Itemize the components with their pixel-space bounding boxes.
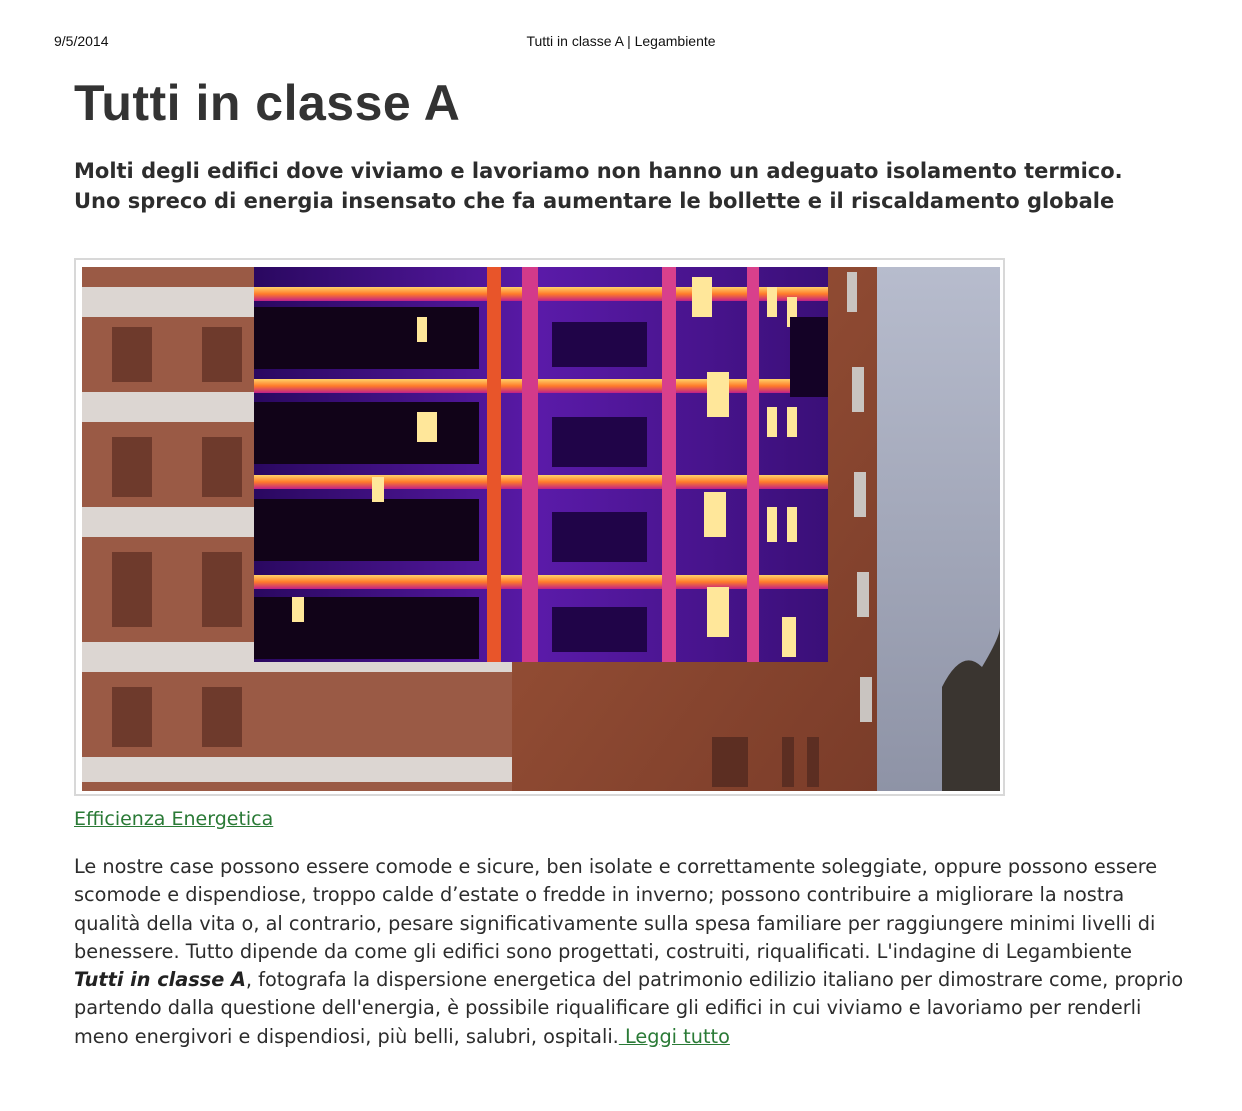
article-body-part1: Le nostre case possono essere comode e sicure, ben isolate e correttamente soleggiate, oppure possono essere scomode e dispendiose, troppo calde d’estate o fredde in inverno; possono contribuire a migliorare la nostra qualità della vita o, al contrario, pesare significativamente sulla spesa familiare per raggiungere minimi livelli di benessere. Tutto dipende da come gli edifici sono progettati, costruiti, riqualificati. L'indagine di Legambiente xyxy=(74,855,1158,963)
category-link-efficienza-energetica[interactable]: Efficienza Energetica xyxy=(74,808,274,830)
print-date: 9/5/2014 xyxy=(54,33,109,49)
article-body-emphasis: Tutti in classe A xyxy=(74,968,246,992)
print-header xyxy=(54,33,1188,53)
print-page-title: Tutti in classe A | Legambiente xyxy=(526,33,716,49)
article-subtitle: Molti degli edifici dove viviamo e lavoriamo non hanno un adeguato isolamento termico. Uno spreco di energia insensato che fa aumentare le bollette e il riscaldamento globale xyxy=(74,159,1123,213)
thermal-building-photo xyxy=(82,267,1000,791)
article-body xyxy=(74,853,1184,1051)
page-title: Tutti in classe A xyxy=(74,75,461,131)
read-more-link[interactable]: Leggi tutto xyxy=(618,1024,730,1048)
article-body-part2: , fotografa la dispersione energetica del patrimonio edilizio italiano per dimostrare come, proprio partendo dalla questione dell'energia, è possibile riqualificare gli edifici in cui viviamo e lavoriamo per renderli meno energivori e dispendiosi, più belli, salubri, ospitali. xyxy=(74,968,1184,1048)
article-image-frame xyxy=(74,258,1005,796)
